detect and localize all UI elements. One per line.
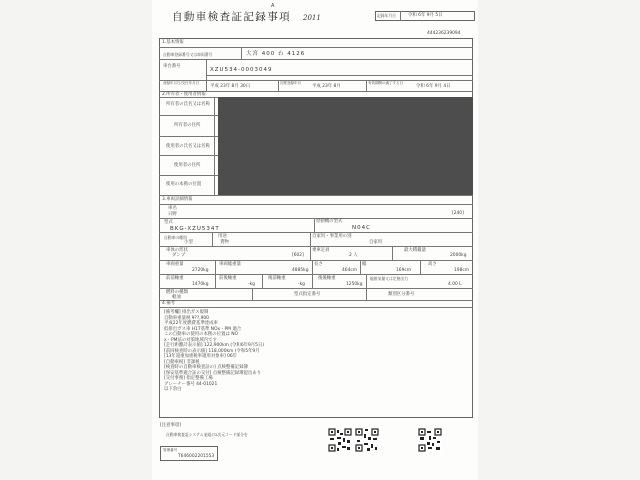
displacement-value: 4.00 L (448, 282, 462, 287)
first-reg-label: 登録年月日/交付年月日 (163, 81, 200, 85)
owner-address-label: 所有者の住所 (174, 123, 201, 128)
header-small-letter: A (271, 3, 275, 9)
issue-date-label: 記録年月日 (377, 13, 396, 18)
vin-value: XZU534-0003049 (210, 67, 273, 73)
use-label: 用途 (218, 234, 227, 239)
user-address-label: 使用者の住所 (174, 163, 201, 168)
remark-line: グレーナー番号 44-01021 (164, 381, 218, 387)
height-value: 198cm (454, 268, 470, 273)
rear-rear-axle-label: 後後軸重 (318, 276, 336, 281)
maker-label: 車名 (168, 206, 177, 211)
qr-code-2 (355, 428, 379, 452)
remark-line: 以下余白 (164, 387, 182, 392)
remark-line: [交付事務] 指定整備工場 (164, 376, 213, 381)
first-reg-value: 平成 23年 8月 30日 (210, 84, 251, 89)
serial-value: T646002201553 (178, 454, 215, 459)
notice-label: [注意事項] (160, 423, 181, 428)
remark-line: [走行距離計表示値] 122,900km (令和6年9月5日) (164, 343, 265, 348)
front-front-axle-label: 前前軸重 (166, 276, 184, 281)
qr-code-1 (328, 428, 352, 452)
rear-front-axle-value: -kg (298, 282, 305, 287)
remark-line: この自動車の使用の本拠の位置は NO (164, 332, 238, 337)
document-number: 444236239094 (427, 31, 461, 36)
reg-number-label: 自動車登録番号又は車両番号 (163, 52, 213, 57)
remark-line: [前回検査時の表示値] 118,000km (令和5年9月 (164, 348, 260, 354)
fuel-label: 燃料の種類 (166, 290, 188, 295)
private-value: 自家用 (369, 240, 383, 245)
serial-label: 管理番号 (163, 448, 178, 452)
max-load-value: 2000kg (450, 253, 467, 258)
height-label: 高さ (428, 262, 437, 267)
front-rear-axle-label: 前後軸重 (219, 276, 237, 281)
capacity-value: 2 人 (349, 253, 358, 258)
maker-value: 日野 (168, 212, 177, 217)
weight-label: 車両重量 (166, 262, 184, 267)
expiry-label: 有効期間の満了する日 (368, 81, 403, 85)
remark-line: 自動車重量税 ¥??,900 (164, 315, 209, 321)
gross-weight-value: 4885kg (292, 268, 309, 273)
front-front-axle-value: 1470kg (192, 282, 209, 287)
handwritten-year: 2011 (303, 14, 321, 22)
rear-rear-axle-value: 1250kg (346, 282, 363, 287)
capacity-label: 乗車定員 (312, 248, 330, 253)
front-rear-axle-value: -kg (248, 282, 255, 287)
kind-label: 自動車の種別 (164, 235, 187, 240)
engine-label: 原動機の型式 (316, 219, 343, 224)
vin-label: 車台番号 (163, 64, 181, 69)
user-name-label: 使用者の氏名又は名称 (166, 144, 210, 149)
private-label: 自家用・事業用の別 (312, 234, 352, 239)
issue-date-value: 令和 6年 9月 5日 (408, 13, 443, 18)
remark-line: [自動車税] 非課税 (164, 359, 200, 365)
remark-line: x・PM法の対策地域内です (164, 337, 217, 343)
use-value: 貨物 (220, 240, 229, 245)
remark-line: 低排出ガス車 H17基準 NOx・PM 適合 (164, 326, 242, 332)
rear-front-axle-label: 後前軸重 (268, 276, 286, 281)
maker-code: [240] (452, 211, 464, 216)
width-value: 169cm (396, 268, 412, 273)
section3-heading: 3.車両詳細情報 (162, 197, 193, 202)
section2-heading: 2.所有者・使用者情報 (162, 92, 206, 97)
displacement-label: 総排気量又は定格出力 (370, 276, 408, 281)
engine-value: N04C (352, 225, 371, 231)
remark-line: 平成22年度燃費基準達成車 (164, 321, 218, 326)
category-number-label: 類別区分番号 (388, 292, 415, 297)
fuel-value: 軽油 (172, 295, 181, 300)
body-shape-label: 車体の形状 (166, 248, 188, 253)
base-location-label: 使用の本拠の位置 (166, 182, 202, 187)
inspection-certificate-page (152, 0, 478, 480)
remark-line: [検査時の自動車検査証の] 点検整備記録簿 (164, 365, 248, 370)
notice-text: 自動車検査証システム並組の2次元コード部分を (166, 432, 248, 437)
length-value: 464cm (342, 268, 358, 273)
weight-value: 2720kg (192, 268, 209, 273)
length-label: 長さ (314, 262, 323, 267)
document-title: 自動車検査証記録事項 (172, 11, 291, 23)
model-value: BKG-XZU534T (170, 226, 220, 232)
qr-code-3 (418, 428, 442, 452)
body-shape-code: [602] (292, 253, 304, 258)
first-year-label: 初度登録年月 (280, 81, 301, 85)
section4-heading: 4.備考 (162, 301, 175, 306)
gross-weight-label: 車両総重量 (219, 262, 241, 267)
body-shape-value: ダンプ (172, 253, 186, 258)
model-label: 型式 (164, 220, 173, 225)
remark-line: [13年超重加重税率適用対象車] 06年 (164, 354, 238, 359)
remark-line: [備考欄] 排出ガス規制 (164, 310, 209, 315)
kind-value: 小型 (184, 240, 193, 245)
max-load-label: 最大積載量 (404, 248, 426, 253)
redacted-owner-info-block (218, 97, 473, 195)
first-year-value: 平成 23年 8月 (312, 84, 341, 89)
reg-number-value: 大宮 400 わ 4126 (246, 51, 306, 57)
expiry-value: 令和 6年 9月 4日 (416, 84, 451, 89)
owner-name-label: 所有者の氏名又は名称 (166, 102, 210, 107)
width-label: 幅 (362, 262, 367, 267)
section1-heading: 1.基本情報 (162, 40, 184, 45)
type-designation-label: 型式指定番号 (294, 292, 321, 297)
remark-line: [保安基準適合証の交付] 点検整備記録簿提出あり (164, 370, 262, 376)
